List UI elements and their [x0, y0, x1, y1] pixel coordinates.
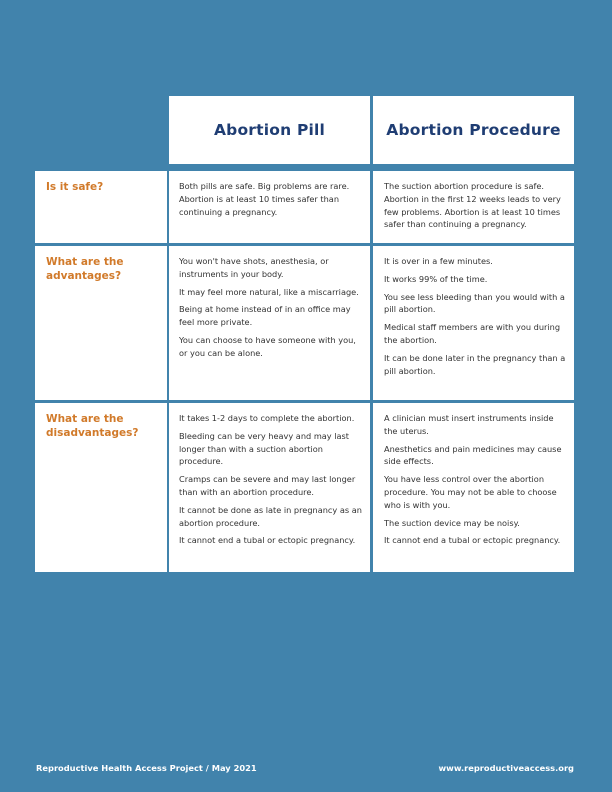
cell-text: Bleeding can be very heavy and may last longer than with a suction abortion procedure. [179, 430, 350, 467]
cell-text: Both pills are safe. Big problems are rare. Abortion is at least 10 times safer than continuing a pregnancy. [179, 181, 350, 217]
cell-text: You see less bleeding than you would with a pill abortion. [384, 291, 565, 315]
table-row-disadvantages [35, 403, 574, 572]
cell-text: It is over in a few minutes. [384, 256, 493, 266]
procedure-safety-cell [373, 171, 574, 243]
row-question-safe: Is it safe? [35, 171, 167, 243]
row-question-advantages: What are the advantages? [35, 246, 167, 400]
cell-text: Medical staff members are with you during the abortion. [384, 322, 561, 345]
row-question-disadvantages: What are the disadvantages? [35, 403, 167, 572]
cell-text: It may feel more natural, like a miscarriage. [179, 286, 359, 297]
table-row-safety [35, 171, 574, 243]
cell-text: It cannot end a tubal or ectopic pregnancy. [384, 535, 561, 546]
cell-text: A clinician must insert instruments inside the uterus. [384, 413, 554, 436]
cell-text: You have less control over the abortion procedure. You may not be able to choose who is with you. [384, 474, 557, 510]
footer-credit: Reproductive Health Access Project / May 2021 [36, 763, 257, 773]
cell-text: It cannot end a tubal or ectopic pregnancy. [179, 535, 356, 546]
table-row-advantages [35, 246, 574, 400]
column-headers [169, 96, 574, 164]
column-header-abortion-procedure: Abortion Procedure [373, 96, 574, 164]
cell-text: The suction device may be noisy. [384, 517, 520, 528]
cell-text: The suction abortion procedure is safe. Abortion in the first 12 weeks leads to very few problems. Abortion is at least 10 times safer than continuing a pregnancy. [384, 181, 561, 230]
cell-text: It can be done later in the pregnancy than a pill abortion. [384, 352, 566, 376]
pill-disadvantages-cell [169, 403, 370, 572]
pill-advantages-cell [169, 246, 370, 400]
column-header-abortion-pill: Abortion Pill [169, 96, 370, 164]
cell-text: You can choose to have someone with you, or you can be alone. [179, 334, 356, 358]
footer-website-link[interactable]: www.reproductiveaccess.org [438, 763, 574, 773]
cell-text: It cannot be done as late in pregnancy as an abortion procedure. [179, 504, 362, 528]
cell-text: Being at home instead of in an office may feel more private. [179, 304, 351, 328]
cell-text: It takes 1-2 days to complete the abortion. [179, 413, 355, 423]
cell-text: You won't have shots, anesthesia, or instruments in your body. [179, 256, 329, 279]
cell-text: Anesthetics and pain medicines may cause side effects. [384, 443, 562, 467]
procedure-disadvantages-cell [373, 403, 574, 572]
page-footer [36, 763, 574, 773]
procedure-advantages-cell [373, 246, 574, 400]
pill-safety-cell [169, 171, 370, 243]
cell-text: It works 99% of the time. [384, 273, 488, 284]
cell-text: Cramps can be severe and may last longer than with an abortion procedure. [179, 474, 356, 497]
